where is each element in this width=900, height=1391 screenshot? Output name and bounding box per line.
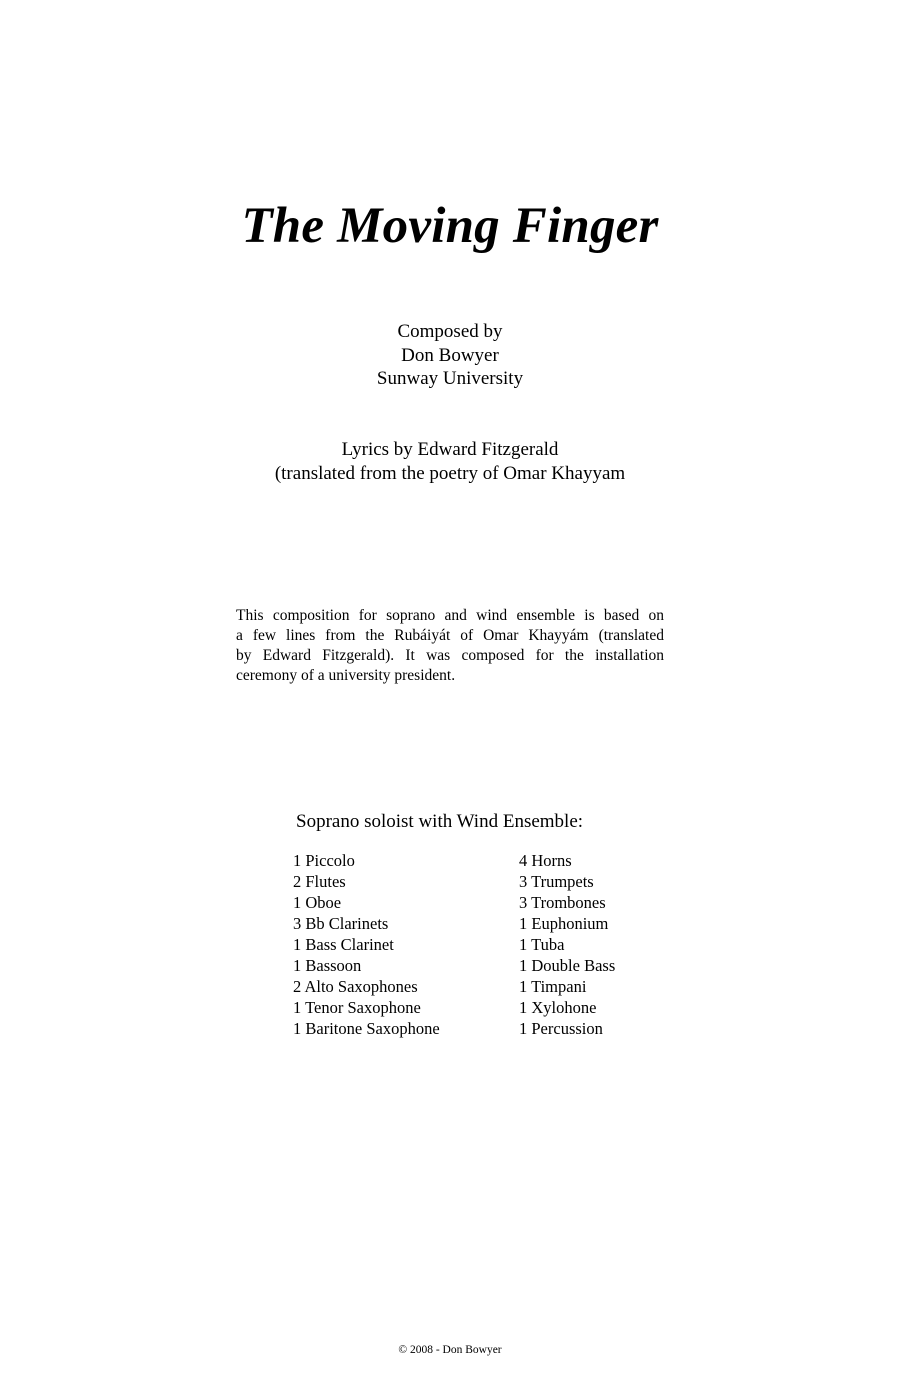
instrument-item: 1 Euphonium <box>519 914 609 933</box>
page-title: The Moving Finger <box>241 198 659 254</box>
composer-credits <box>0 320 900 391</box>
instrument-item: 2 Alto Saxophones <box>293 977 418 996</box>
instrument-list-right <box>519 850 615 1039</box>
copyright-footer: © 2008 - Don Bowyer <box>398 1344 502 1356</box>
instrumentation-heading: Soprano soloist with Wind Ensemble: <box>296 811 584 832</box>
instrument-list-left <box>293 850 440 1039</box>
composed-by-label: Composed by <box>397 321 503 342</box>
lyrics-credits <box>0 438 900 485</box>
instrument-item: 1 Timpani <box>519 977 587 996</box>
instrument-item: 1 Tenor Saxophone <box>293 998 421 1017</box>
instrument-item: 3 Trumpets <box>519 872 594 891</box>
description-line: ceremony of a university president. <box>236 667 456 684</box>
description-line: by Edward Fitzgerald). It was composed for the installation <box>236 647 664 664</box>
instrument-item: 1 Bassoon <box>293 956 362 975</box>
instrument-item: 1 Xylohone <box>519 998 597 1017</box>
instrument-item: 3 Trombones <box>519 893 606 912</box>
translation-note: (translated from the poetry of Omar Khayyam <box>274 462 626 484</box>
composer-name: Don Bowyer <box>401 344 499 366</box>
composer-affiliation: Sunway University <box>376 368 524 389</box>
instrument-item: 3 Bb Clarinets <box>293 914 389 933</box>
instrument-item: 1 Piccolo <box>293 851 355 870</box>
description-paragraph <box>236 606 664 686</box>
instrument-item: 1 Double Bass <box>519 956 616 975</box>
instrument-item: 1 Bass Clarinet <box>293 935 394 954</box>
instrument-item: 2 Flutes <box>293 872 346 891</box>
instrument-item: 4 Horns <box>519 851 572 870</box>
description-line: a few lines from the Rubáiyát of Omar Khayyám (translated <box>236 627 664 644</box>
lyrics-by-line: Lyrics by Edward Fitzgerald <box>341 439 559 460</box>
description-line: This composition for soprano and wind ensemble is based on <box>236 607 664 624</box>
instrument-item: 1 Tuba <box>519 935 565 954</box>
instrument-item: 1 Oboe <box>293 893 342 912</box>
instrument-item: 1 Percussion <box>519 1019 603 1038</box>
instrument-item: 1 Baritone Saxophone <box>293 1019 440 1038</box>
